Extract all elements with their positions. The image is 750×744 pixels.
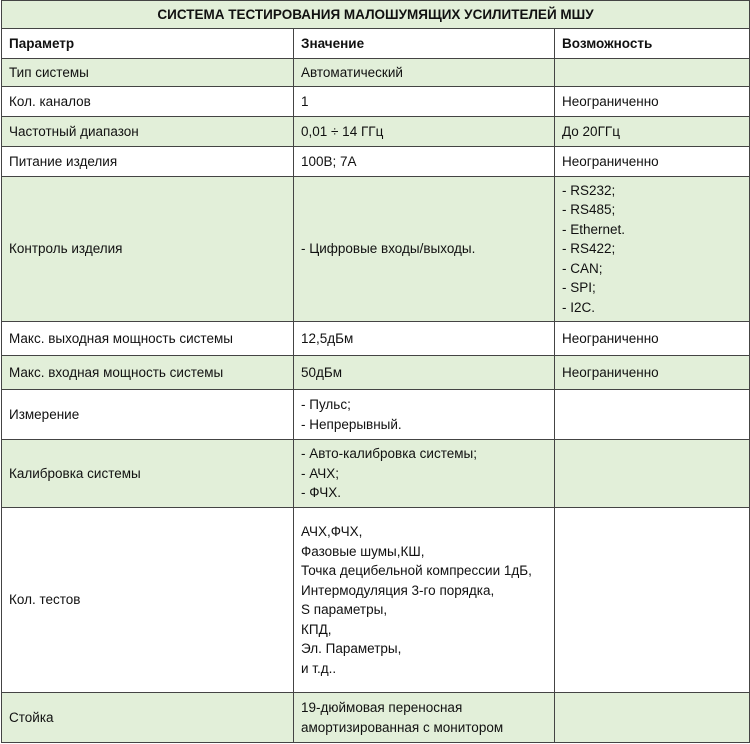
value-cell	[294, 322, 555, 356]
capability-line: До 20ГГц	[562, 123, 620, 139]
header-value: Значение	[294, 29, 555, 59]
value-cell	[294, 177, 555, 322]
param-cell: Кол. каналов	[2, 87, 294, 117]
value-line: и т.д..	[301, 660, 337, 676]
param-cell: Тип системы	[2, 59, 294, 87]
value-line: КПД,	[301, 621, 332, 637]
value-cell	[294, 117, 555, 147]
capability-line: - RS485;	[562, 202, 616, 218]
value-line: Эл. Параметры,	[301, 641, 402, 656]
value-line: 50дБм	[301, 364, 343, 380]
table-row	[2, 693, 750, 743]
capability-line: - CAN;	[562, 260, 603, 276]
value-line: - Авто-калибровка системы;	[301, 446, 477, 462]
table-row	[2, 147, 750, 177]
value-line: - Цифровые входы/выходы.	[301, 241, 476, 257]
value-line: Интермодуляция 3-го порядка,	[301, 582, 495, 598]
value-cell	[294, 693, 555, 743]
value-cell	[294, 440, 555, 508]
capability-line: Неограниченно	[562, 153, 659, 169]
capability-line: - RS232;	[562, 182, 616, 198]
param-cell: Контроль изделия	[2, 177, 294, 322]
value-line: Автоматический	[301, 64, 403, 80]
value-cell	[294, 508, 555, 693]
value-line: 19-дюймовая переносная амортизированная с монитором	[301, 700, 504, 735]
value-line: 100В; 7А	[301, 153, 357, 169]
param-cell: Макс. входная мощность системы	[2, 356, 294, 390]
value-line: Точка децибельной компрессии 1дБ,	[301, 563, 532, 578]
capability-cell	[555, 87, 750, 117]
table-title: СИСТЕМА ТЕСТИРОВАНИЯ МАЛОШУМЯЩИХ УСИЛИТЕЛЕЙ МШУ	[2, 1, 750, 29]
capability-cell	[555, 322, 750, 356]
param-cell: Стойка	[2, 693, 294, 743]
table-row	[2, 117, 750, 147]
table-row	[2, 177, 750, 322]
value-cell	[294, 59, 555, 87]
value-line: - Непрерывный.	[301, 416, 402, 432]
capability-cell	[555, 508, 750, 693]
capability-cell	[555, 177, 750, 322]
param-cell: Питание изделия	[2, 147, 294, 177]
table-row	[2, 322, 750, 356]
capability-line: - Ethernet.	[562, 221, 626, 237]
capability-line: - RS422;	[562, 241, 616, 257]
param-cell: Кол. тестов	[2, 508, 294, 693]
capability-cell	[555, 59, 750, 87]
capability-line: Неограниченно	[562, 330, 659, 346]
table-row	[2, 356, 750, 390]
value-line: S параметры,	[301, 602, 388, 617]
value-cell	[294, 87, 555, 117]
table-row	[2, 390, 750, 440]
capability-cell	[555, 117, 750, 147]
value-line: 12,5дБм	[301, 330, 354, 346]
value-cell	[294, 147, 555, 177]
value-line: - АЧХ;	[301, 465, 339, 481]
table-row	[2, 440, 750, 508]
capability-line: - I2C.	[562, 299, 596, 315]
capability-cell	[555, 147, 750, 177]
capability-cell	[555, 390, 750, 440]
value-line: 1	[301, 93, 309, 109]
param-cell: Измерение	[2, 390, 294, 440]
capability-cell	[555, 440, 750, 508]
capability-cell	[555, 356, 750, 390]
capability-line: Неограниченно	[562, 364, 659, 380]
value-line: Фазовые шумы,КШ,	[301, 543, 425, 559]
param-cell: Калибровка системы	[2, 440, 294, 508]
param-cell: Макс. выходная мощность системы	[2, 322, 294, 356]
value-line: - ФЧХ.	[301, 485, 341, 501]
capability-line: Неограниченно	[562, 93, 659, 109]
table-row	[2, 59, 750, 87]
capability-cell	[555, 693, 750, 743]
value-line: - Пульс;	[301, 397, 351, 412]
header-capability: Возможность	[555, 29, 750, 59]
header-parameter: Параметр	[2, 29, 294, 59]
table-row	[2, 87, 750, 117]
spec-table	[1, 0, 750, 743]
value-cell	[294, 356, 555, 390]
value-cell	[294, 390, 555, 440]
param-cell: Частотный диапазон	[2, 117, 294, 147]
value-line: АЧХ,ФЧХ,	[301, 524, 363, 539]
value-line: 0,01 ÷ 14 ГГц	[301, 123, 384, 139]
capability-line: - SPI;	[562, 280, 596, 296]
table-row	[2, 508, 750, 693]
